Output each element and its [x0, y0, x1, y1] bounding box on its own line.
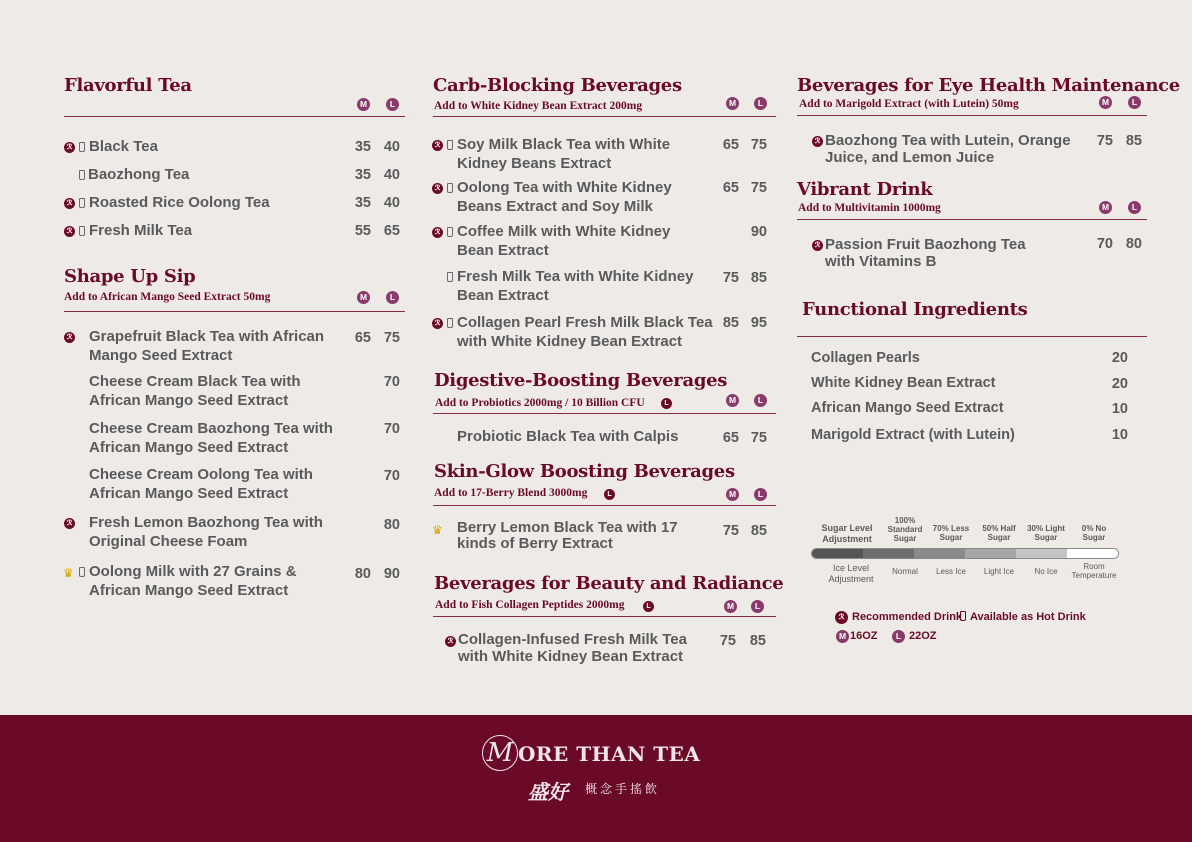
recommended-icon: ℛ	[432, 227, 443, 238]
chinese-logo: 盛好	[528, 780, 568, 804]
ingredient-price: 10	[1111, 401, 1128, 417]
item-name: Passion Fruit Baozhong Tea with Vitamins B	[825, 236, 1026, 270]
price-l: 40	[383, 139, 400, 155]
section-title: Vibrant Drink	[797, 179, 933, 200]
price-m: 75	[722, 270, 739, 286]
section-subtitle: Add to Fish Collagen Peptides 2000mg	[435, 599, 625, 611]
divider	[797, 336, 1147, 337]
item-name: Oolong Milk with 27 Grains & African Mango Seed Extract	[89, 563, 297, 599]
ingredient-name: White Kidney Bean Extract	[811, 375, 996, 391]
bar-segment	[812, 549, 863, 558]
price-m: 75	[1096, 133, 1113, 149]
price-m: 70	[1096, 236, 1113, 252]
ice-level: Normal	[892, 567, 918, 576]
price-m: 75	[719, 633, 736, 649]
size-l-badge: L	[754, 394, 767, 407]
section-subtitle: Add to 17-Berry Blend 3000mg	[434, 487, 588, 499]
ingredient-price: 20	[1111, 350, 1128, 366]
hot-drink-icon	[960, 611, 966, 621]
ingredient-price: 10	[1111, 427, 1128, 443]
size-m-badge: M	[836, 630, 849, 643]
size-m-badge: M	[726, 97, 739, 110]
bar-segment	[863, 549, 914, 558]
sugar-level: 100% Standard Sugar	[887, 516, 923, 543]
item-name: Probiotic Black Tea with Calpis	[457, 428, 679, 445]
section-title: Flavorful Tea	[64, 75, 192, 96]
section-subtitle: Add to White Kidney Bean Extract 200mg	[434, 100, 643, 112]
recommended-icon: ℛ	[835, 611, 848, 624]
section-subtitle: Add to African Mango Seed Extract 50mg	[64, 291, 271, 303]
price-l: 85	[1125, 133, 1142, 149]
ice-label: Ice Level Adjustment	[828, 563, 874, 584]
price-l: 85	[750, 270, 767, 286]
ice-level: Light Ice	[983, 567, 1015, 576]
sugar-level: 50% Half Sugar	[982, 524, 1016, 542]
divider	[797, 219, 1147, 220]
recommended-icon: ℛ	[812, 240, 823, 251]
ice-level: Less Ice	[936, 567, 966, 576]
price-m: 65	[722, 430, 739, 446]
ice-level: Room Temperature	[1071, 562, 1117, 580]
price-l: 90	[750, 224, 767, 240]
bar-segment	[1016, 549, 1067, 558]
divider	[433, 413, 776, 414]
size-m-badge: M	[357, 98, 370, 111]
legend-l-size: 22OZ	[909, 630, 937, 642]
price-l: 85	[749, 633, 766, 649]
price-l: 65	[383, 223, 400, 239]
price-m: 65	[722, 137, 739, 153]
hot-drink-icon	[79, 226, 85, 236]
size-l-badge: L	[604, 489, 615, 500]
item-name: Black Tea	[89, 138, 158, 155]
item-name: Collagen Pearl Fresh Milk Black Tea with White Kidney Bean Extract	[457, 314, 713, 350]
item-name: Soy Milk Black Tea with White Kidney Beans Extract	[457, 136, 671, 172]
item-name: Cheese Cream Oolong Tea with African Mango Seed Extract	[89, 466, 313, 502]
ingredient-name: Marigold Extract (with Lutein)	[811, 427, 1015, 443]
section-title: Shape Up Sip	[64, 266, 196, 287]
price-l: 70	[383, 468, 400, 484]
price-l: 40	[383, 167, 400, 183]
crown-icon: ♛	[432, 523, 443, 537]
divider	[64, 311, 405, 312]
size-l-badge: L	[386, 98, 399, 111]
section-title: Functional Ingredients	[802, 299, 1028, 320]
recommended-icon: ℛ	[432, 140, 443, 151]
price-l: 70	[383, 374, 400, 390]
footer	[0, 715, 1192, 842]
hot-drink-icon	[79, 567, 85, 577]
price-l: 90	[383, 566, 400, 582]
size-l-badge: L	[751, 600, 764, 613]
sugar-level: 0% No Sugar	[1081, 524, 1107, 542]
section-subtitle: Add to Marigold Extract (with Lutein) 50mg	[799, 98, 1019, 110]
price-l: 95	[750, 315, 767, 331]
price-m: 80	[354, 566, 371, 582]
size-m-badge: M	[1099, 96, 1112, 109]
price-l: 75	[750, 180, 767, 196]
gradient-bar	[811, 548, 1119, 559]
recommended-icon: ℛ	[812, 136, 823, 147]
recommended-icon: ℛ	[432, 183, 443, 194]
divider	[797, 115, 1147, 116]
brand-monogram: M	[482, 735, 518, 771]
size-m-badge: M	[1099, 201, 1112, 214]
sugar-label: Sugar Level Adjustment	[821, 523, 873, 544]
divider	[64, 116, 405, 117]
size-l-badge: L	[892, 630, 905, 643]
size-l-badge: L	[386, 291, 399, 304]
crown-icon: ♛	[63, 566, 74, 580]
ingredient-name: African Mango Seed Extract	[811, 400, 1004, 416]
price-m: 35	[354, 167, 371, 183]
sugar-level: 30% Light Sugar	[1027, 524, 1065, 542]
price-m: 65	[354, 330, 371, 346]
ingredient-price: 20	[1111, 376, 1128, 392]
price-m: 35	[354, 139, 371, 155]
hot-drink-icon	[447, 318, 453, 328]
section-subtitle: Add to Probiotics 2000mg / 10 Billion CFU	[435, 397, 645, 409]
price-m: 65	[722, 180, 739, 196]
item-name: Berry Lemon Black Tea with 17 kinds of Berry Extract	[457, 519, 678, 552]
recommended-icon: ℛ	[432, 318, 443, 329]
item-name: Cheese Cream Baozhong Tea with African Mango Seed Extract	[89, 420, 333, 456]
price-l: 85	[750, 523, 767, 539]
item-name: Cheese Cream Black Tea with African Mango Seed Extract	[89, 373, 301, 409]
size-m-badge: M	[726, 394, 739, 407]
price-l: 80	[383, 517, 400, 533]
hot-drink-icon	[79, 198, 85, 208]
sugar-level: 70% Less Sugar	[932, 524, 970, 542]
hot-drink-icon	[447, 272, 453, 282]
bar-segment	[965, 549, 1016, 558]
legend-m-size: 16OZ	[850, 630, 878, 642]
size-l-badge: L	[643, 601, 654, 612]
price-l: 70	[383, 421, 400, 437]
recommended-icon: ℛ	[64, 518, 75, 529]
section-title: Skin-Glow Boosting Beverages	[434, 461, 735, 482]
item-name: Coffee Milk with White Kidney Bean Extract	[457, 223, 671, 259]
legend-recommended: Recommended Drink	[852, 611, 963, 623]
legend-hot: Available as Hot Drink	[970, 611, 1086, 623]
ingredient-name: Collagen Pearls	[811, 350, 920, 366]
recommended-icon: ℛ	[64, 142, 75, 153]
size-m-badge: M	[726, 488, 739, 501]
size-l-badge: L	[661, 398, 672, 409]
price-l: 75	[750, 430, 767, 446]
price-l: 75	[383, 330, 400, 346]
size-l-badge: L	[1128, 96, 1141, 109]
recommended-icon: ℛ	[64, 198, 75, 209]
price-m: 85	[722, 315, 739, 331]
section-title: Beverages for Beauty and Radiance	[434, 573, 784, 594]
item-name: Baozhong Tea	[88, 166, 190, 183]
hot-drink-icon	[79, 170, 85, 180]
chinese-tagline: 概念手搖飲	[585, 782, 661, 796]
recommended-icon: ℛ	[445, 636, 456, 647]
hot-drink-icon	[447, 227, 453, 237]
recommended-icon: ℛ	[64, 226, 75, 237]
divider	[433, 505, 776, 506]
size-l-badge: L	[1128, 201, 1141, 214]
size-l-badge: L	[754, 488, 767, 501]
recommended-icon: ℛ	[64, 332, 75, 343]
bar-segment	[914, 549, 965, 558]
item-name: Roasted Rice Oolong Tea	[89, 194, 270, 211]
item-name: Fresh Milk Tea with White Kidney Bean Extract	[457, 268, 694, 304]
item-name: Baozhong Tea with Lutein, Orange Juice, and Lemon Juice	[825, 132, 1071, 166]
item-name: Collagen-Infused Fresh Milk Tea with White Kidney Bean Extract	[458, 631, 687, 665]
price-l: 80	[1125, 236, 1142, 252]
size-m-badge: M	[357, 291, 370, 304]
bar-segment	[1067, 549, 1118, 558]
ice-level: No Ice	[1034, 567, 1058, 576]
price-l: 40	[383, 195, 400, 211]
brand-name: ORE THAN TEA	[518, 742, 701, 766]
hot-drink-icon	[79, 142, 85, 152]
item-name: Fresh Milk Tea	[89, 222, 193, 239]
section-title: Carb-Blocking Beverages	[433, 75, 682, 96]
price-m: 75	[722, 523, 739, 539]
item-name: Grapefruit Black Tea with African Mango Seed Extract	[89, 328, 325, 364]
section-subtitle: Add to Multivitamin 1000mg	[798, 202, 941, 214]
price-l: 75	[750, 137, 767, 153]
price-m: 35	[354, 195, 371, 211]
divider	[433, 616, 776, 617]
price-m: 55	[354, 223, 371, 239]
item-name: Fresh Lemon Baozhong Tea with Original Cheese Foam	[89, 514, 323, 550]
item-name: Oolong Tea with White Kidney Beans Extract and Soy Milk	[457, 179, 672, 215]
section-title: Beverages for Eye Health Maintenance	[797, 75, 1180, 96]
hot-drink-icon	[447, 140, 453, 150]
divider	[433, 116, 776, 117]
hot-drink-icon	[447, 183, 453, 193]
size-m-badge: M	[724, 600, 737, 613]
size-l-badge: L	[754, 97, 767, 110]
section-title: Digestive-Boosting Beverages	[434, 370, 728, 391]
